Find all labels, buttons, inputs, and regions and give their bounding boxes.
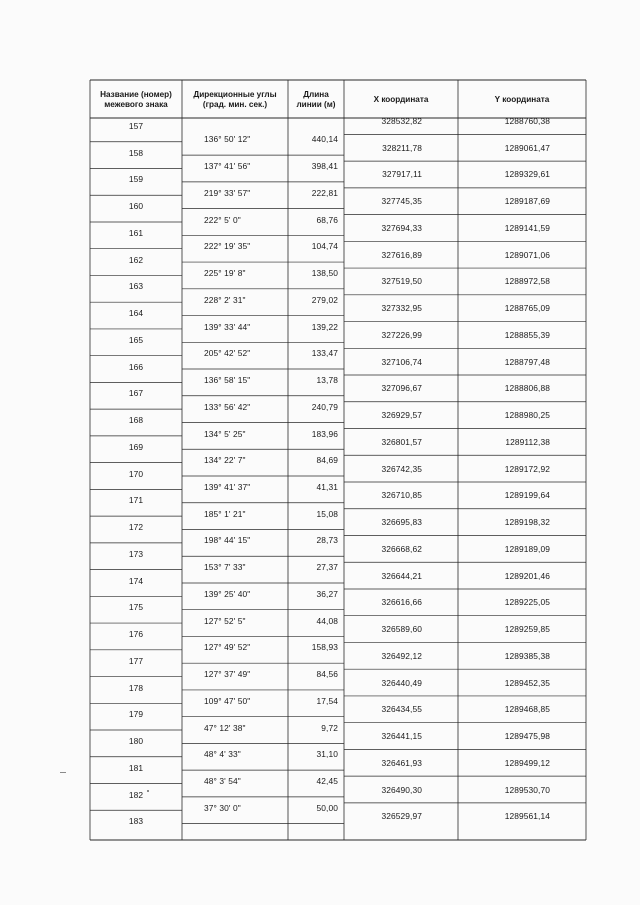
point-name: 158: [128, 147, 144, 158]
header-y: Y координата: [494, 95, 550, 104]
segment-length: 104,74: [311, 241, 338, 252]
segment-angle: 139° 41' 37": [204, 482, 251, 492]
point-name: 182: [128, 789, 144, 800]
point-name: 171: [128, 495, 144, 506]
point-x: 326440,49: [381, 677, 422, 688]
point-name: 167: [128, 388, 144, 399]
segment-length: 139,22: [311, 321, 338, 332]
point-name: 183: [128, 816, 144, 827]
segment-angle: 47° 12' 38": [204, 722, 246, 733]
segment-angle: 127° 37' 49": [204, 669, 251, 680]
point-y: 1289475,98: [504, 731, 550, 742]
point-name: 157: [128, 121, 144, 131]
point-y: 1289141,59: [504, 222, 550, 233]
point-x: 328211,78: [382, 142, 422, 153]
segment-angle: 133° 56' 42": [204, 401, 251, 412]
point-y: 1289198,32: [504, 517, 550, 528]
segment-angle: 228° 2' 31": [204, 294, 246, 305]
segment-angle: 127° 49' 52": [204, 642, 251, 653]
header-angle-line2: (град. мин. сек.): [202, 100, 268, 109]
segment-length: 42,45: [316, 776, 338, 787]
point-x: 326695,83: [381, 517, 422, 528]
segment-angle: 109° 47' 50": [204, 695, 251, 706]
segment-length: 9,72: [321, 722, 338, 733]
scan-dash: [60, 772, 66, 773]
point-x: 327917,11: [382, 169, 422, 180]
segment-length: 84,56: [316, 669, 338, 680]
point-name: 163: [128, 281, 144, 292]
point-y: 1289499,12: [504, 757, 550, 768]
segment-length: 138,50: [311, 268, 338, 279]
segment-length: 13,78: [316, 375, 338, 386]
point-x: 327096,67: [381, 383, 422, 394]
point-x: 326490,30: [381, 784, 422, 795]
segment-length: 68,76: [316, 214, 338, 225]
point-name: 179: [128, 709, 144, 720]
point-name: 170: [128, 468, 144, 479]
point-y: 1288855,39: [504, 329, 550, 340]
segment-length: 183,96: [311, 428, 338, 439]
point-x: 326668,62: [381, 543, 422, 554]
point-name: 178: [128, 682, 144, 693]
point-name: 177: [128, 655, 144, 666]
segment-angle: 134° 22' 7": [204, 455, 246, 466]
segment-angle: 134° 5' 25": [204, 428, 246, 439]
segment-length: 27,37: [316, 562, 338, 573]
point-name: 180: [128, 736, 144, 747]
segment-angle: 48° 4' 33": [204, 749, 241, 760]
header-angle-line1: Дирекционные углы: [193, 90, 277, 99]
segment-length: 222,81: [311, 187, 338, 198]
segment-length: 240,79: [311, 401, 338, 412]
point-x: 326589,60: [381, 624, 422, 635]
point-x: 326529,97: [381, 811, 422, 822]
point-y: 1289172,92: [504, 463, 550, 474]
point-x: 327226,99: [381, 329, 422, 340]
point-y: 1289199,64: [504, 490, 550, 501]
point-y: 1289530,70: [504, 784, 550, 795]
header-name-line1: Название (номер): [100, 90, 172, 99]
segment-length: 133,47: [311, 348, 338, 359]
point-x: 326461,93: [381, 757, 422, 768]
point-name: 164: [128, 308, 144, 319]
point-x: 327106,74: [381, 356, 422, 367]
point-y: 1289112,38: [505, 436, 550, 447]
segment-angle: 127° 52' 5": [204, 615, 246, 626]
segment-length: 17,54: [316, 695, 338, 706]
point-y: 1289561,14: [504, 811, 550, 822]
point-y: 1289187,69: [504, 196, 550, 207]
segment-length: 158,93: [311, 642, 338, 653]
segment-angle: 139° 33' 44": [204, 321, 251, 332]
point-y: 1288972,58: [504, 276, 550, 287]
point-y: 1288760,38: [504, 116, 550, 126]
point-name: 172: [128, 522, 144, 533]
point-name: 160: [128, 201, 144, 212]
point-name: 174: [128, 575, 144, 586]
segment-length: 440,14: [311, 134, 338, 145]
point-y: 1289259,85: [504, 624, 550, 635]
point-name: 181: [128, 762, 144, 773]
point-y: 1289452,35: [504, 677, 550, 688]
segment-angle: 37° 30' 0": [204, 802, 241, 813]
point-y: 1289189,09: [504, 543, 550, 554]
point-x: 328532,82: [381, 116, 422, 126]
segment-length: 15,08: [316, 508, 338, 519]
point-y: 1288765,09: [504, 303, 550, 314]
point-name: 173: [128, 548, 144, 559]
segment-length: 44,08: [316, 615, 338, 626]
segment-length: 84,69: [316, 455, 338, 466]
point-name: 162: [128, 254, 144, 265]
point-x: 327694,33: [381, 222, 422, 233]
segment-angle: 205° 42' 52": [204, 348, 251, 359]
point-x: 327332,95: [381, 303, 422, 314]
point-x: 326492,12: [381, 650, 422, 661]
segment-angle: 222° 19' 35": [204, 241, 251, 252]
segment-angle: 222° 5' 0": [204, 214, 241, 225]
point-x: 326929,57: [381, 410, 422, 421]
segment-angle: 219° 33' 57": [204, 187, 251, 198]
point-name: 175: [128, 602, 144, 613]
header-x: X координата: [373, 95, 429, 104]
point-y: 1289468,85: [504, 704, 550, 715]
point-x: 326441,15: [381, 731, 422, 742]
point-name: 169: [128, 441, 144, 452]
segment-angle: 185° 1' 21": [204, 508, 246, 519]
point-x: 326644,21: [381, 570, 422, 581]
header-length-line2: линии (м): [296, 100, 336, 109]
segment-angle: 136° 50' 12": [204, 134, 251, 145]
segment-length: 31,10: [316, 749, 338, 760]
point-x: 326434,55: [381, 704, 422, 715]
point-name: 176: [128, 629, 144, 640]
point-name: 168: [128, 415, 144, 426]
header-length-line1: Длина: [303, 90, 329, 99]
point-x: 326742,35: [381, 463, 422, 474]
point-name: 161: [128, 227, 144, 238]
segment-angle: 137° 41' 56": [204, 161, 251, 172]
point-x: 327519,50: [381, 276, 422, 287]
point-y: 1288806,88: [504, 383, 550, 394]
segment-length: 50,00: [316, 802, 338, 813]
point-name: 165: [128, 334, 144, 345]
segment-angle: 139° 25' 40": [204, 588, 251, 599]
point-name: 166: [128, 361, 144, 372]
point-y: 1289329,61: [504, 169, 550, 180]
point-y: 1289225,05: [504, 597, 550, 608]
segment-length: 36,27: [316, 588, 338, 599]
point-y: 1289061,47: [504, 142, 550, 153]
point-x: 326710,85: [381, 490, 422, 501]
point-x: 327745,35: [381, 196, 422, 207]
point-x: 326616,66: [381, 597, 422, 608]
segment-angle: 153° 7' 33": [204, 562, 246, 573]
point-name: 159: [128, 174, 144, 185]
point-y: 1289201,46: [504, 570, 550, 581]
point-x: 327616,89: [381, 249, 422, 260]
segment-angle: 136° 58' 15": [204, 375, 251, 386]
point-x: 326801,57: [381, 436, 422, 447]
segment-length: 279,02: [311, 294, 338, 305]
point-y: 1289385,38: [504, 650, 550, 661]
segment-length: 28,73: [316, 535, 338, 546]
segment-length: 41,31: [316, 482, 338, 492]
segment-angle: 198° 44' 15": [204, 535, 251, 546]
point-y: 1288797,48: [504, 356, 550, 367]
header-name-line2: межевого знака: [104, 100, 168, 109]
segment-length: 398,41: [311, 161, 338, 172]
point-y: 1288980,25: [504, 410, 550, 421]
point-y: 1289071,06: [504, 249, 550, 260]
segment-angle: 48° 3' 54": [204, 776, 241, 787]
scan-dot: [147, 790, 149, 792]
segment-angle: 225° 19' 8": [204, 268, 246, 279]
